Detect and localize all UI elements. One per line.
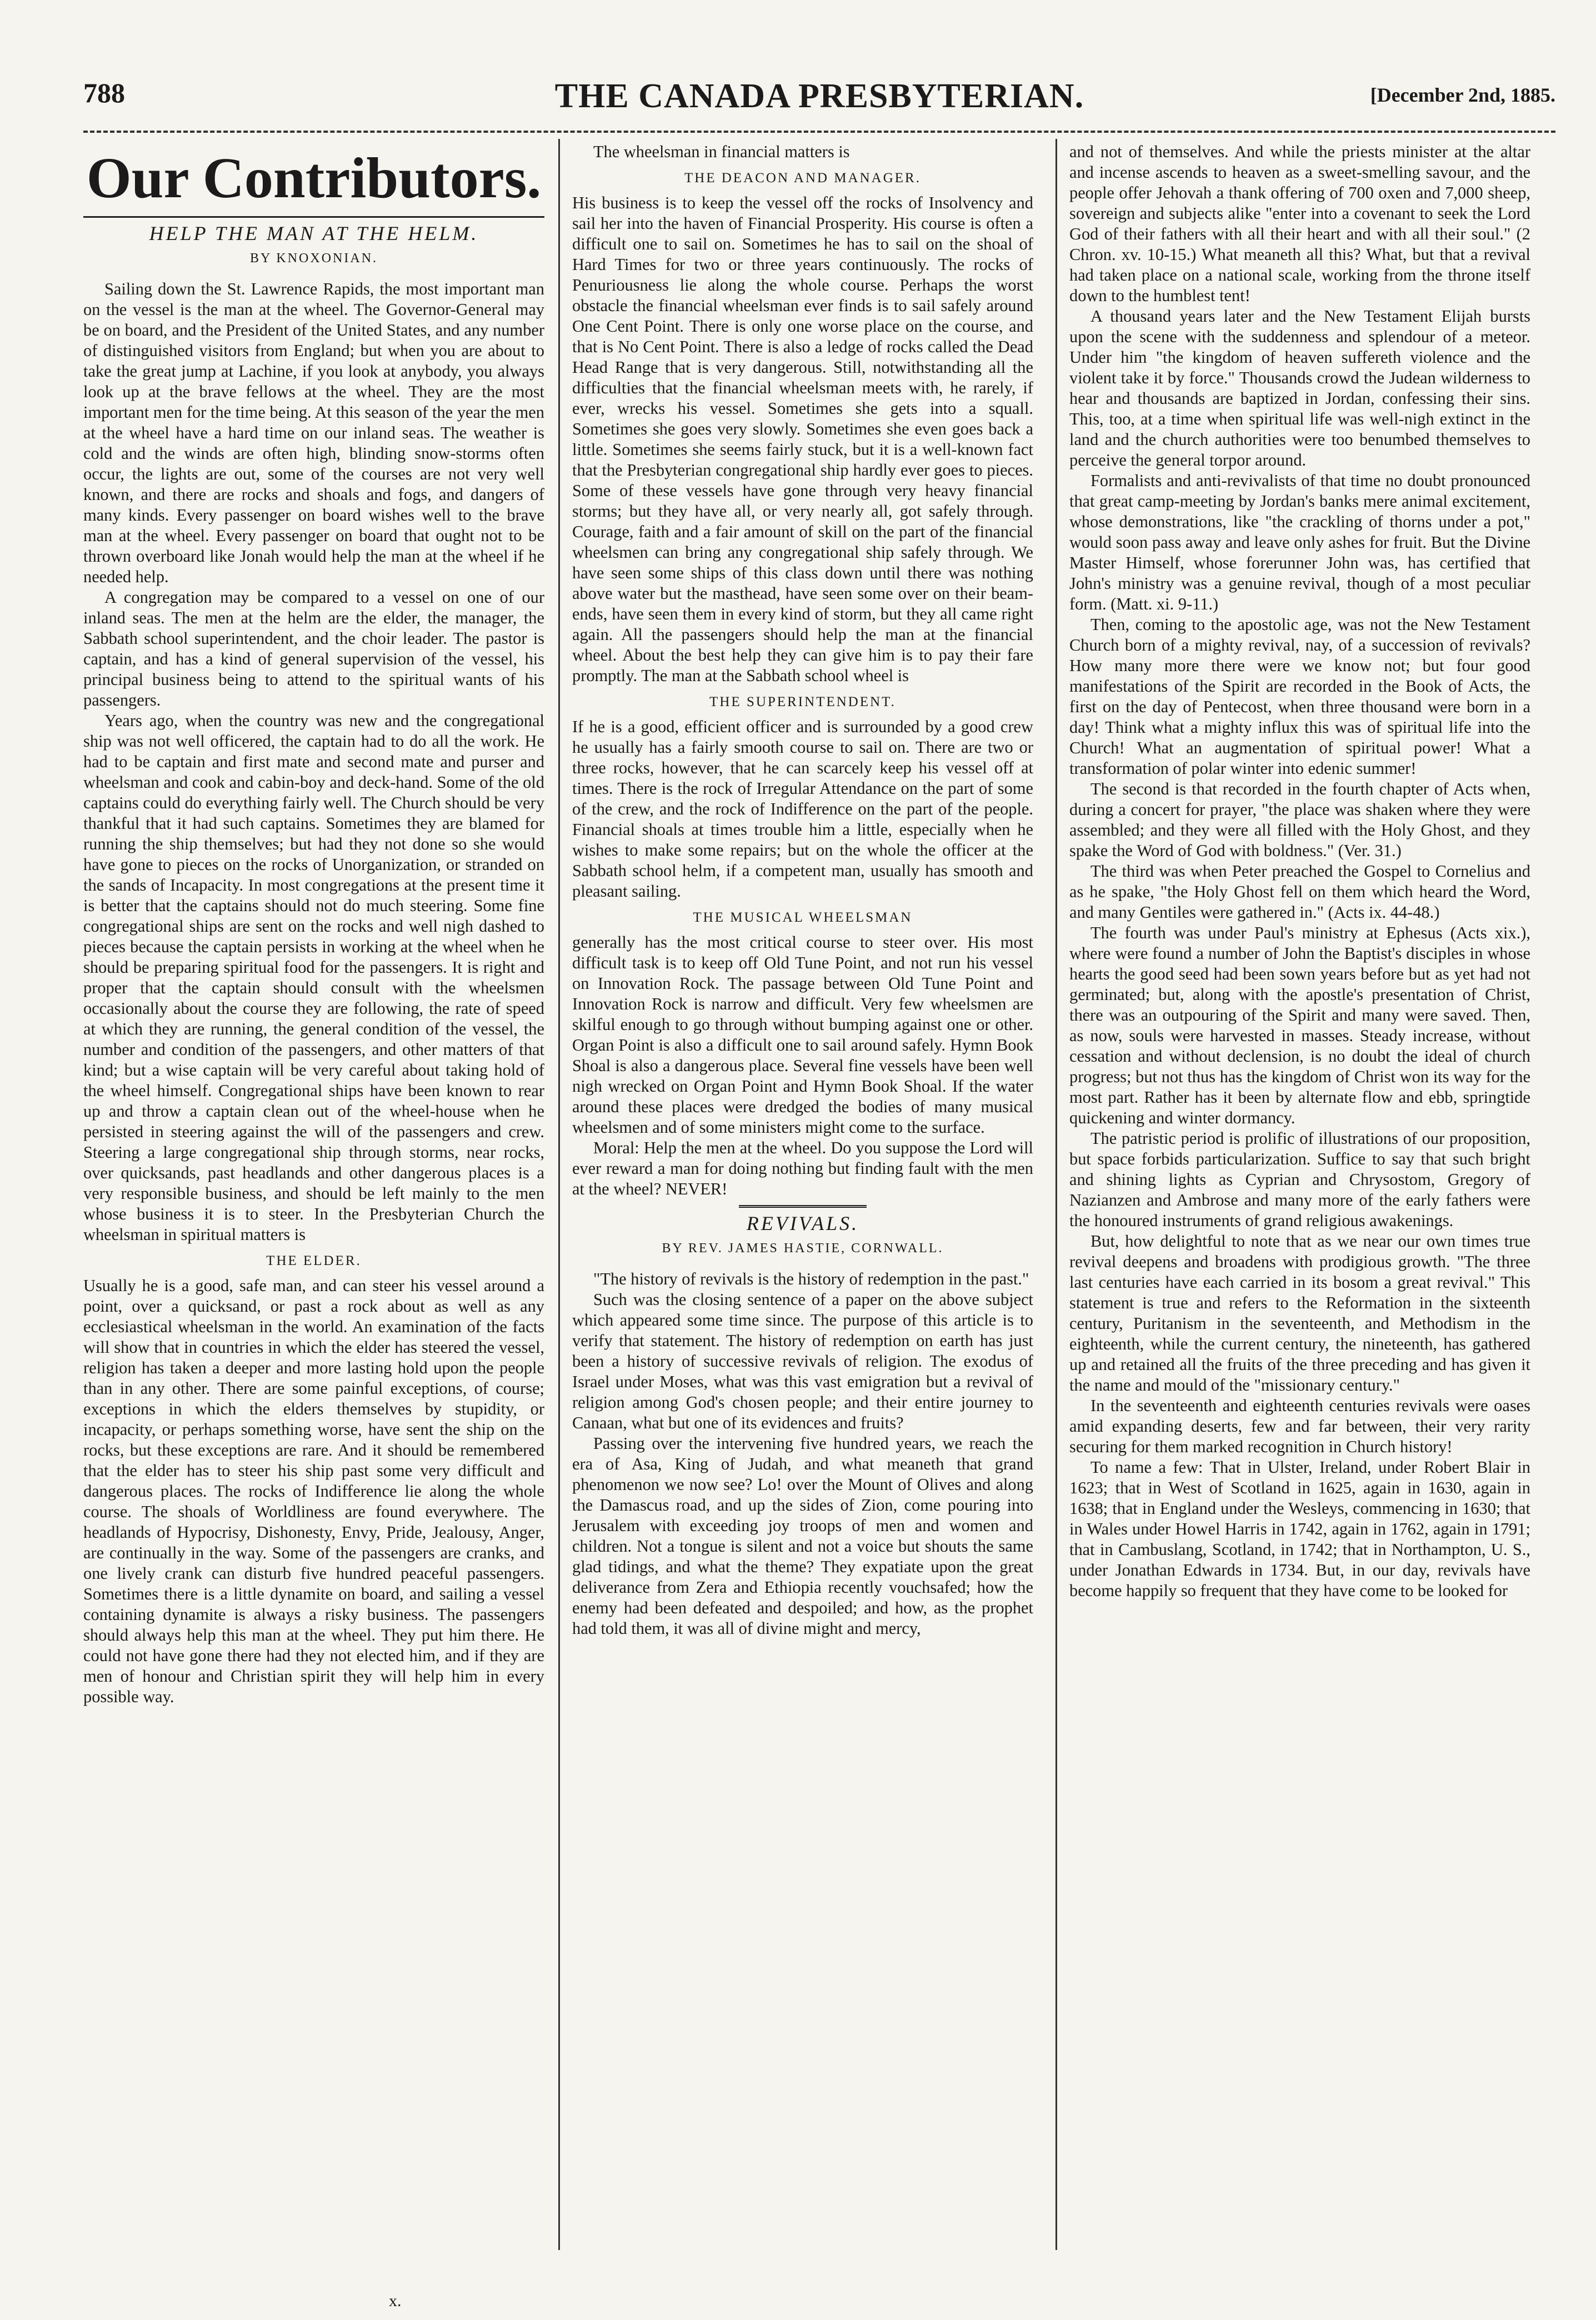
footer-mark: x. xyxy=(389,2292,402,2310)
separator-rule xyxy=(739,1205,867,1208)
paragraph: To name a few: That in Ulster, Ireland, under Robert Blair in 1623; that in West of Scotland in 1625, again in 1630, again in 1638; that in England under the Wesleys, commencing in 1630; that in Wales under Howel Harris in 1742, again in 1762, again in 1791; that in Cambuslang, Scotland, in 1742; that in Northampton, U. S., under Jonathan Edwards in 1734. But, in our day, revivals have become happily so frequent that they have come to be looked for xyxy=(1069,1458,1530,1600)
heading-rule xyxy=(83,216,544,218)
paragraph: Sailing down the St. Lawrence Rapids, the most important man on the vessel is the man at the wheel. The Governor-General may be on board, and the President of the United States, and any number of distinguished visitors from England; but when you are about to take the great jump at Lachine, if you look at anybody, you always look up at the brave fellows at the wheel. They are the most important men for the time being. At this season of the year the men at the wheel have a hard time on our inland seas. The weather is cold and the winds are often high, blinding snow-storms often occur, the lights are out, some of the courses are not very well known, and there are rocks and shoals and fogs, and dangers of many kinds. Every passenger on board wishes well to the brave man at the wheel. Every passenger on board that ought not to be thrown overboard like Jonah would help the man at the wheel if he needed help. xyxy=(83,279,544,586)
issue-date: [December 2nd, 1885. xyxy=(1370,84,1555,106)
header-rule xyxy=(83,131,1555,133)
subheading: THE MUSICAL WHEELSMAN xyxy=(693,910,913,925)
paragraph: The patristic period is prolific of illustrations of our proposition, but space forbids particularization. Suffice to say that such bright and shining lights as Cyprian and Chrysostom, Gregory of Nazianzen and Ambrose and many more of the early fathers were the honoured instruments of grand religious awakenings. xyxy=(1069,1129,1530,1230)
paragraph: The fourth was under Paul's ministry at Ephesus (Acts xix.), where were found a number of John the Baptist's disciples in whose hearts the good seed had been sown years before but as yet had not germinated; but, along with the apostle's presentation of Christ, there was an outpouring of the Spirit and many were saved. Then, as now, souls were harvested in masses. Steady increase, without cessation and without declension, is no doubt the ideal of church progress; but not thus has the kingdom of Christ won its way for the most part. Rather has it been by alternate flow and ebb, springtide quickening and winter dormancy. xyxy=(1069,923,1530,1127)
paragraph: If he is a good, efficient officer and is surrounded by a good crew he usually has a fairly smooth course to sail on. There are two or three rocks, however, that he can scarcely keep his vessel off at times. There is the rock of Irregular Attendance on the part of some of the crew, and the rock of Indifference on the part of the people. Financial shoals at times trouble him a little, especially when he wishes to make some repairs; but on the whole the officer at the Sabbath school helm, if a competent man, usually has smooth and pleasant sailing. xyxy=(572,717,1033,901)
article-byline: BY REV. JAMES HASTIE, CORNWALL. xyxy=(662,1241,944,1256)
journal-title: THE CANADA PRESBYTERIAN. xyxy=(554,77,1084,115)
paragraph: Then, coming to the apostolic age, was not the New Testament Church born of a mighty revival, nay, of a succession of revivals? How many more there were we know not; but four good manifestations of the Spirit are recorded in the Book of Acts, the first on the day of Pentecost, when three thousand were born in a day! Think what a mighty influx this was of spiritual life into the Church! What an augmentation of spiritual power! What a transformation of polar winter into edenic summer! xyxy=(1069,615,1530,778)
article-title: HELP THE MAN AT THE HELM. xyxy=(149,222,479,244)
paragraph: The second is that recorded in the fourth chapter of Acts when, during a concert for prayer, "the place was shaken where they were assembled; and they were all filled with the Holy Ghost, and they spake the Word of God with boldness." (Ver. 31.) xyxy=(1069,779,1530,860)
page-header xyxy=(83,77,1555,127)
paragraph: In the seventeenth and eighteenth centuries revivals were oases amid expanding deserts, few and far between, their very rarity securing for them marked recognition in Church history! xyxy=(1069,1396,1530,1456)
column-2 xyxy=(572,142,1033,1639)
column-1 xyxy=(83,142,544,1707)
paragraph: Passing over the intervening five hundred years, we reach the era of Asa, King of Judah, and what meaneth that grand phenomenon we now see? Lo! over the Mount of Olives and along the Damascus road, and up the sides of Zion, come pouring into Jerusalem with exceeding joy troops of men and women and children. Not a tongue is silent and not a voice but shouts the same glad tidings, and what the theme? They expatiate upon the great deliverance from Zera and Ethiopia recently vouchsafed; how the enemy had been defeated and despoiled; and how, as the prophet had told them, it was all of divine might and mercy, xyxy=(572,1434,1033,1638)
column-rule xyxy=(1055,139,1057,2250)
paragraph: Formalists and anti-revivalists of that time no doubt pronounced that great camp-meeting by Jordan's banks mere animal excitement, whose demonstrations, like "the crackling of thorns under a pot," would soon pass away and leave only ashes for fruit. But the Divine Master Himself, whose forerunner John was, has certified that John's ministry was a genuine revival, though of a most peculiar form. (Matt. xi. 9-11.) xyxy=(1069,471,1530,613)
paragraph: The third was when Peter preached the Gospel to Cornelius and as he spake, "the Holy Ghost fell on them which heard the Word, and many Gentiles were gathered in." (Acts ix. 44-48.) xyxy=(1069,862,1530,922)
paragraph: Such was the closing sentence of a paper on the above subject which appeared some time since. The purpose of this article is to verify that statement. The history of redemption on earth has just been a history of successive revivals of religion. The exodus of Israel under Moses, what was this vast emigration but a revival of religion among God's chosen people; and their entire journey to Canaan, what but one of its evidences and fruits? xyxy=(572,1290,1033,1432)
subheading: THE DEACON AND MANAGER. xyxy=(684,171,921,186)
paragraph: generally has the most critical course to steer over. His most difficult task is to keep off Old Tune Point, and not run his vessel on Innovation Rock. The passage between Old Tune Point and Innovation Rock is narrow and difficult. Very few wheelsmen are skilful enough to go through without bumping against one or other. Organ Point is also a difficult one to sail around safely. Hymn Book Shoal is also a dangerous place. Several fine vessels have been well nigh wrecked on Organ Point and Hymn Book Shoal. If the water around these places were dredged the bodies of many musical wheelsmen and of some ministers might come to the surface. xyxy=(572,933,1033,1137)
column-3 xyxy=(1069,142,1530,1601)
paragraph: Usually he is a good, safe man, and can steer his vessel around a point, over a quicksand, or past a rock about as well as any ecclesiastical wheelsman in the world. An examination of the facts will show that in countries in which the elder has steered the vessel, religion has taken a deeper and more lasting hold upon the people than in any other. There are some painful exceptions, of course; exceptions in which the elders themselves by stupidity, or incapacity, or perhaps something worse, have sent the ship on the rocks, but these exceptions are rare. And it should be remembered that the elder has to steer his ship past some very difficult and dangerous places. The rocks of Indifference lie along the whole course. The shoals of Worldliness are found everywhere. The headlands of Hypocrisy, Dishonesty, Envy, Pride, Jealousy, Anger, are continually in the way. Some of the passengers are cranks, and one lively crank can disturb five hundred peaceful passengers. Sometimes there is a little dynamite on board, and sailing a vessel containing dynamite is always a risky business. The passengers should always help this man at the wheel. They put him there. He could not have gone there had they not elected him, and if they are men of honour and Christian spirit they will help him in every possible way. xyxy=(83,1276,544,1706)
paragraph: His business is to keep the vessel off the rocks of Insolvency and sail her into the haven of Financial Prosperity. His course is often a difficult one to sail on. Sometimes he has to sail on the shoal of Hard Times for two or three years continuously. The rocks of Penuriousness lie along the whole course. Perhaps the worst obstacle the financial wheelsman ever finds is to sail safely around One Cent Point. There is only one worse place on the course, and that is No Cent Point. There is also a ledge of rocks called the Dead Head Range that is very dangerous. Still, notwithstanding all the difficulties that the financial wheelsman meets with, he rarely, if ever, wrecks his vessel. Sometimes she gets into a squall. Sometimes she goes very slowly. Sometimes she even goes back a little. Sometimes she seems fairly stuck, but it is a well-known fact that the Presbyterian congregational ship hardly ever goes to pieces. Some of these vessels have gone through very heavy financial storms; but they have all, or very nearly all, got safely through. Courage, faith and a fair amount of skill on the part of the financial wheelsmen can bring any congregational ship safely through. We have seen some ships of this class down until there was nothing above water but the masthead, have seen some over on their beam-ends, have seen them in every kind of storm, but they all came right again. All the passengers should help the man at the financial wheel. About the best help they can give him is to pay their fare promptly. The man at the Sabbath school wheel is xyxy=(572,193,1033,685)
paragraph: and not of themselves. And while the priests minister at the altar and incense ascends to heaven as a sweet-smelling savour, and the people offer Jehovah a thank offering of 700 oxen and 7,000 sheep, sovereign and subjects alike "enter into a covenant to seek the Lord God of their fathers with all their heart and with all their soul." (2 Chron. xv. 10-15.) What meaneth all this? What, but that a revival had taken place on a national scale, working from the throne itself down to the humblest tent! xyxy=(1069,142,1530,305)
subheading: THE SUPERINTENDENT. xyxy=(709,694,896,709)
paragraph: A thousand years later and the New Testament Elijah bursts upon the scene with the suddenness and splendour of a meteor. Under him "the kingdom of heaven suffereth violence and the violent take it by force." Thousands crowd the Judean wilderness to hear and thousands are baptized in Jordan, confessing their sins. This, too, at a time when spiritual life was well-nigh extinct in the land and the church authorities were too benumbed themselves to perceive the general torpor around. xyxy=(1069,307,1530,469)
department-heading: Our Contributors. xyxy=(86,146,542,210)
article-byline: BY KNOXONIAN. xyxy=(249,251,378,266)
paragraph: A congregation may be compared to a vessel on one of our inland seas. The men at the helm are the elder, the manager, the Sabbath school superintendent, and the choir leader. The pastor is captain, and has a kind of general supervision of the vessel, his principal business being to attend to the spiritual wants of his passengers. xyxy=(83,588,544,709)
paragraph: The wheelsman in financial matters is xyxy=(593,142,850,161)
column-rule xyxy=(558,139,560,2250)
subheading: THE ELDER. xyxy=(266,1253,362,1268)
article-title: REVIVALS. xyxy=(746,1212,859,1234)
paragraph: "The history of revivals is the history of redemption in the past." xyxy=(593,1269,1029,1288)
paragraph: But, how delightful to note that as we near our own times true revival deepens and broadens with prodigious growth. "The three last centuries have each carried in its bosom a great revival." This statement is true and refers to the Reformation in the sixteenth century, Puritanism in the seventeenth, and Methodism in the eighteenth, while the current century, the nineteenth, has gathered up and retained all the fruits of the three preceding and has given it the name and mould of the "missionary century." xyxy=(1069,1232,1530,1394)
paragraph: Moral: Help the men at the wheel. Do you suppose the Lord will ever reward a man for doing nothing but finding fault with the men at the wheel? NEVER! xyxy=(572,1138,1033,1198)
paragraph: Years ago, when the country was new and the congregational ship was not well officered, the captain had to do all the work. He had to be captain and first mate and second mate and purser and wheelsman and cook and cabin-boy and deck-hand. Some of the old captains could do everything fairly well. The Church should be very thankful that it had such captains. Sometimes they are blamed for running the ship themselves; but had they not done so she would have gone to pieces on the rocks of Unorganization, or stranded on the sands of Incapacity. In most congregations at the present time it is better that the captains should not do much steering. Some fine congregational ships are sent on the rocks and well nigh dashed to pieces because the captain persists in working at the wheel when he should be preparing spiritual food for the passengers. It is right and proper that the captain should consult with the wheelsmen occasionally about the course they are following, the rate of speed at which they are running, the general condition of the vessel, the number and condition of the passengers, and other matters of that kind; but a wise captain will be very careful about taking hold of the wheel himself. Congregational ships have been known to rear up and throw a captain clean out of the wheel-house when he persisted in steering against the will of the passengers and crew. Steering a large congregational ship through storms, near rocks, over quicksands, past headlands and other dangerous places is a very responsible business, and should be left mainly to the men whose business it is to steer. In the Presbyterian Church the wheelsman in spiritual matters is xyxy=(83,711,544,1244)
page-number: 788 xyxy=(83,77,125,108)
